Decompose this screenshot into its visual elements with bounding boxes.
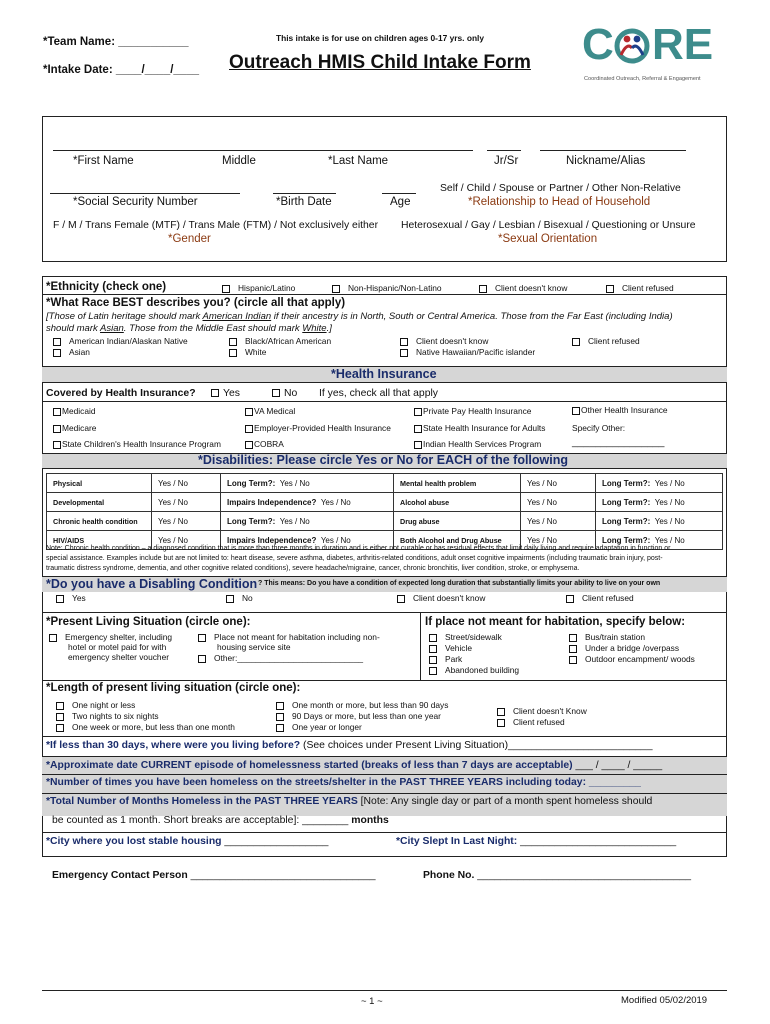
disabling-refused[interactable]: Client refused [566, 593, 634, 603]
gender-label: *Gender [168, 233, 211, 245]
disabling-condition-means: ? This means: Do you have a condition of expected long duration that substantially limits your ability to live on your own [258, 580, 661, 587]
middle-name-label: Middle [222, 155, 256, 167]
emergency-contact-field[interactable]: Emergency Contact Person ________________________________ [52, 870, 376, 881]
living-emergency-shelter[interactable]: Emergency shelter, including [49, 632, 172, 642]
table-row [47, 512, 723, 531]
long-term-cell[interactable]: Long Term?: Yes / No [221, 474, 394, 493]
race-refused[interactable]: Client refused [572, 336, 640, 346]
chronic-note-line3: traumatic distress syndrome, dementia, and other cognitive related conditions), severe headache/migraine, cancer, chronic bronchitis, liver condition, stroke, or emphysema. [46, 565, 580, 572]
row-label: Alcohol abuse [394, 493, 521, 512]
race-asian[interactable]: Asian [53, 347, 90, 357]
times-homeless-question[interactable]: *Number of times you have been homeless on the streets/shelter in the PAST THREE YEARS including today: _________ [46, 777, 641, 788]
checkbox-icon [222, 285, 230, 293]
ins-private-pay[interactable]: Private Pay Health Insurance [414, 406, 531, 416]
length-one-year[interactable]: One year or longer [276, 722, 362, 732]
checkbox-icon [572, 407, 580, 415]
checkbox-icon [400, 338, 408, 346]
place-abandoned-building[interactable]: Abandoned building [429, 665, 519, 675]
place-vehicle[interactable]: Vehicle [429, 643, 472, 653]
checkbox-icon [198, 655, 206, 663]
row-label: Mental health problem [394, 474, 521, 493]
living-not-meant[interactable]: Place not meant for habitation including non- [198, 632, 380, 642]
gender-options[interactable]: F / M / Trans Female (MTF) / Trans Male (FTM) / Not exclusively either [53, 220, 379, 231]
checkbox-icon [56, 713, 64, 721]
city-slept-last-night[interactable]: *City Slept In Last Night: ___________________________ [396, 836, 677, 847]
living-not-meant-line2: housing service site [217, 642, 291, 652]
yes-no-option[interactable]: Yes / No [152, 512, 221, 531]
length-one-month[interactable]: One month or more, but less than 90 days [276, 700, 448, 710]
long-term-cell[interactable]: Long Term?: Yes / No [221, 512, 394, 531]
place-street[interactable]: Street/sidewalk [429, 632, 502, 642]
chronic-note-line2: special assistance. Examples include but are not limited to: heart disease, severe asthma, diabetes, arthritis-related conditions, adult onset cognitive impairments (including traumatic brain injury, post- [46, 555, 663, 562]
race-pacific-islander[interactable]: Native Hawaiian/Pacific islander [400, 347, 535, 357]
ssn-label: *Social Security Number [73, 196, 198, 208]
length-one-night[interactable]: One night or less [56, 700, 135, 710]
checkbox-icon [272, 389, 280, 397]
checkbox-icon [429, 656, 437, 664]
disabilities-title: *Disabilities: Please circle Yes or No for EACH of the following [198, 453, 569, 467]
length-90-days[interactable]: 90 Days or more, but less than one year [276, 711, 441, 721]
disabling-dont-know[interactable]: Client doesn't know [397, 593, 485, 603]
orientation-label: *Sexual Orientation [498, 233, 598, 245]
yes-no-option[interactable]: Yes / No [521, 474, 596, 493]
checkbox-icon [245, 441, 253, 449]
checkbox-icon [245, 408, 253, 416]
row-label: Drug abuse [394, 512, 521, 531]
place-bus-station[interactable]: Bus/train station [569, 632, 645, 642]
ins-other[interactable]: Other Health Insurance [572, 405, 668, 415]
checkbox-icon [276, 724, 284, 732]
checkbox-icon [569, 656, 577, 664]
checkbox-icon [479, 285, 487, 293]
long-term-cell[interactable]: Long Term?: Yes / No [596, 493, 723, 512]
yes-no-option[interactable]: Yes / No [521, 512, 596, 531]
yes-no-option[interactable]: Yes / No [152, 493, 221, 512]
living-other[interactable]: Other:___________________________ [198, 653, 363, 663]
covered-label: Covered by Health Insurance? [46, 388, 196, 399]
prior-living-question[interactable]: *If less than 30 days, where were you living before? (See choices under Present Living Situation)_________________________ [46, 740, 653, 751]
people-circle-icon [612, 26, 652, 66]
birth-date-label: *Birth Date [276, 196, 332, 208]
living-emergency-shelter-line2: hotel or motel paid for with [68, 642, 167, 652]
ins-cobra[interactable]: COBRA [245, 439, 284, 449]
row-label: Developmental [47, 493, 152, 512]
race-label: *What Race BEST describes you? (circle all that apply) [46, 297, 346, 309]
table-row [47, 493, 723, 512]
orientation-options[interactable]: Heterosexual / Gay / Lesbian / Bisexual / Questioning or Unsure [401, 220, 696, 231]
checkbox-icon [53, 408, 61, 416]
checkbox-icon [497, 719, 505, 727]
race-black[interactable]: Black/African American [229, 336, 331, 346]
covered-no[interactable]: No [272, 388, 297, 399]
race-american-indian[interactable]: American Indian/Alaskan Native [53, 336, 188, 346]
last-name-label: *Last Name [328, 155, 389, 167]
race-note-line1: [Those of Latin heritage should mark American Indian if their ancestry is in North, South or Central America. Those from the Far East (including India) [46, 311, 673, 322]
chronic-note-line1: Note: Chronic health condition – a diagnosed condition that is more than three months in duration and is either not curable or has residual effects that limit daily living and require adaptation in function or [46, 545, 671, 552]
impairs-cell[interactable]: Impairs Independence? Yes / No [221, 531, 394, 550]
yes-no-option[interactable]: Yes / No [152, 474, 221, 493]
not-meant-specify-label: If place not meant for habitation, specify below: [425, 616, 686, 628]
checkbox-icon [569, 634, 577, 642]
health-insurance-title: *Health Insurance [331, 367, 437, 381]
checkbox-icon [53, 349, 61, 357]
checkbox-icon [56, 702, 64, 710]
place-park[interactable]: Park [429, 654, 462, 664]
city-lost-housing[interactable]: *City where you lost stable housing __________________ [46, 836, 329, 847]
length-refused[interactable]: Client refused [497, 717, 565, 727]
yes-no-option[interactable]: Yes / No [521, 493, 596, 512]
checkbox-icon [211, 389, 219, 397]
race-white[interactable]: White [229, 347, 266, 357]
first-name-label: *First Name [73, 155, 134, 167]
ethnicity-non-hispanic[interactable]: Non-Hispanic/Non-Latino [332, 283, 442, 293]
suffix-label: Jr/Sr [494, 155, 519, 167]
row-label: Chronic health condition [47, 512, 152, 531]
age-notice: This intake is for use on children ages 0-17 yrs. only [276, 33, 485, 43]
checkbox-icon [229, 349, 237, 357]
length-one-week[interactable]: One week or more, but less than one month [56, 722, 235, 732]
living-situation-label: *Present Living Situation (circle one): [46, 616, 251, 628]
impairs-cell[interactable]: Impairs Independence? Yes / No [221, 493, 394, 512]
months-homeless-line2[interactable]: be counted as 1 month. Short breaks are acceptable]: ________ months [52, 815, 389, 826]
ethnicity-hispanic[interactable]: Hispanic/Latino [222, 283, 295, 293]
disabling-yes[interactable]: Yes [56, 593, 86, 603]
ins-indian-health[interactable]: Indian Health Services Program [414, 439, 541, 449]
form-title: Outreach HMIS Child Intake Form [229, 52, 531, 73]
checkbox-icon [572, 338, 580, 346]
long-term-cell[interactable]: Long Term?: Yes / No [596, 512, 723, 531]
checkbox-icon [414, 441, 422, 449]
disabling-no[interactable]: No [226, 593, 253, 603]
relationship-options[interactable]: Self / Child / Spouse or Partner / Other Non-Relative [440, 183, 681, 194]
covered-yes[interactable]: Yes [211, 388, 240, 399]
ins-medicaid[interactable]: Medicaid [53, 406, 96, 416]
checkbox-icon [429, 645, 437, 653]
checkbox-icon [397, 595, 405, 603]
checkbox-icon [198, 634, 206, 642]
place-under-bridge[interactable]: Under a bridge /overpass [569, 643, 679, 653]
emergency-phone-field[interactable]: Phone No. _____________________________________ [423, 870, 692, 881]
ethnicity-dont-know[interactable]: Client doesn't know [479, 283, 567, 293]
race-note-line2: should mark Asian. Those from the Middle East should mark White.] [46, 323, 332, 334]
checkbox-icon [53, 425, 61, 433]
checkbox-icon [245, 425, 253, 433]
checkbox-icon [497, 708, 505, 716]
episode-start-question[interactable]: *Approximate date CURRENT episode of homelessness started (breaks of less than 7 days are acceptable) ___ / ____ / _____ [46, 760, 663, 771]
ins-va-medical[interactable]: VA Medical [245, 406, 295, 416]
checkbox-icon [226, 595, 234, 603]
checkbox-icon [53, 441, 61, 449]
length-dont-know[interactable]: Client doesn't Know [497, 706, 587, 716]
ins-employer[interactable]: Employer-Provided Health Insurance [245, 423, 391, 433]
checkbox-icon [56, 724, 64, 732]
team-name-field[interactable]: *Team Name: ___________ [43, 36, 189, 48]
checkbox-icon [276, 702, 284, 710]
ins-state-children[interactable]: State Children's Health Insurance Program [53, 439, 221, 449]
length-label: *Length of present living situation (circle one): [46, 682, 301, 694]
checkbox-icon [429, 634, 437, 642]
modified-date: Modified 05/02/2019 [621, 995, 708, 1006]
checkbox-icon [414, 425, 422, 433]
yes-no-option[interactable]: Yes / No [152, 531, 221, 550]
checkbox-icon [569, 645, 577, 653]
checkbox-icon [56, 595, 64, 603]
relationship-label: *Relationship to Head of Household [468, 196, 651, 208]
if-yes-label: If yes, check all that apply [319, 388, 438, 399]
checkbox-icon [53, 338, 61, 346]
long-term-cell[interactable]: Long Term?: Yes / No [596, 531, 723, 550]
checkbox-icon [229, 338, 237, 346]
disabling-condition-label: *Do you have a Disabling Condition [46, 577, 258, 591]
row-label: Physical [47, 474, 152, 493]
ins-state-adults[interactable]: State Health Insurance for Adults [414, 423, 545, 433]
checkbox-icon [606, 285, 614, 293]
checkbox-icon [276, 713, 284, 721]
checkbox-icon [414, 408, 422, 416]
ethnicity-refused[interactable]: Client refused [606, 283, 674, 293]
intake-date-field[interactable]: *Intake Date: ____/____/____ [43, 64, 199, 76]
ins-specify-other-blank[interactable]: ________________ [572, 437, 665, 448]
checkbox-icon [429, 667, 437, 675]
place-encampment[interactable]: Outdoor encampment/ woods [569, 654, 695, 664]
checkbox-icon [332, 285, 340, 293]
yes-no-option[interactable]: Yes / No [521, 531, 596, 550]
core-logo: C RE Coordinated Outreach, Referral & Engagement [582, 20, 714, 82]
row-label: Both Alcohol and Drug Abuse [394, 531, 521, 550]
age-label: Age [390, 196, 411, 208]
ins-specify-other-label: Specify Other: [572, 423, 626, 433]
race-dont-know[interactable]: Client doesn't know [400, 336, 488, 346]
months-homeless-question[interactable]: *Total Number of Months Homeless in the PAST THREE YEARS [Note: Any single day or part of a month spent homeless should [46, 796, 653, 807]
checkbox-icon [49, 634, 57, 642]
ethnicity-label: *Ethnicity (check one) [46, 281, 167, 293]
checkbox-icon [400, 349, 408, 357]
long-term-cell[interactable]: Long Term?: Yes / No [596, 474, 723, 493]
checkbox-icon [566, 595, 574, 603]
living-emergency-shelter-line3: emergency shelter voucher [68, 652, 170, 662]
length-two-to-six[interactable]: Two nights to six nights [56, 711, 159, 721]
ins-medicare[interactable]: Medicare [53, 423, 96, 433]
disabilities-table [46, 473, 723, 550]
table-row [47, 474, 723, 493]
row-label: HIV/AIDS [47, 531, 152, 550]
nickname-label: Nickname/Alias [566, 155, 646, 167]
page-number: ~ 1 ~ [361, 996, 383, 1007]
